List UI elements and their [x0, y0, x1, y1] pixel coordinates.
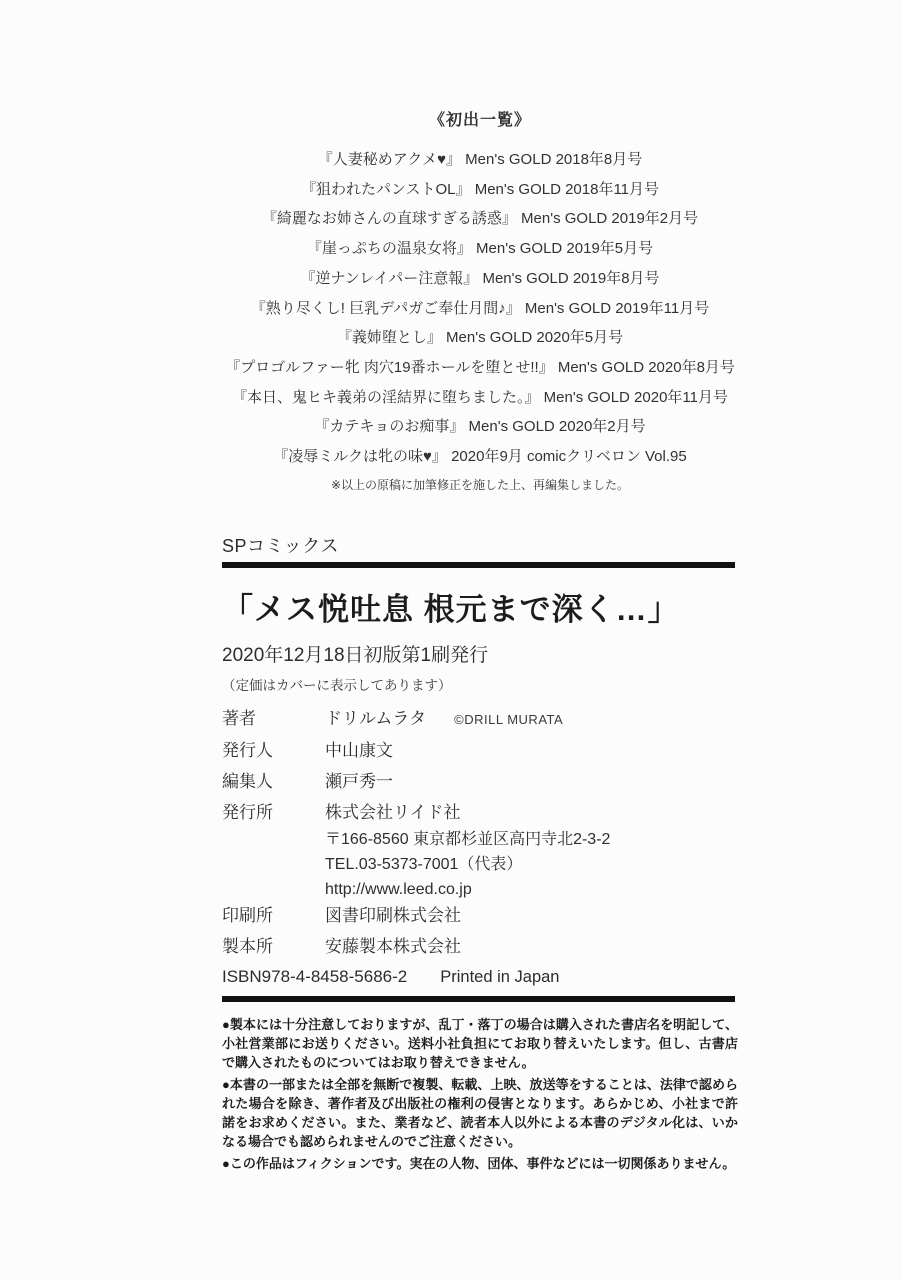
publisher-person-name: 中山康文 [325, 740, 393, 760]
first-publication-entry: 『狙われたパンストOL』 Men's GOLD 2018年11月号 [300, 180, 660, 198]
info-row-publisher [222, 802, 738, 824]
first-publication-note: ※以上の原稿に加筆修正を施した上、再編集しました。 [330, 477, 630, 492]
first-publication-entry: 『人妻秘めアクメ♥』 Men's GOLD 2018年8月号 [317, 151, 643, 168]
first-publication-heading: 《初出一覧》 [428, 112, 531, 129]
publisher-url: http://www.leed.co.jp [325, 880, 472, 898]
info-label: 製本所 [222, 936, 273, 956]
info-label: 発行人 [222, 740, 273, 760]
divider-rule-top [222, 562, 735, 568]
isbn-row [222, 967, 738, 987]
info-label: 印刷所 [222, 905, 273, 925]
info-row-publisher-person [222, 740, 738, 762]
publisher-phone: TEL.03-5373-7001（代表） [325, 855, 523, 873]
legal-notices [222, 1015, 738, 1173]
publication-info-table [222, 708, 738, 958]
isbn-number: ISBN978-4-8458-5686-2 [222, 966, 408, 986]
info-row-address [222, 830, 738, 849]
page-content-column [222, 0, 738, 1173]
info-row-website [222, 880, 738, 899]
publisher-name: 株式会社リイド社 [325, 802, 461, 822]
first-publication-entry: 『綺麗なお姉さんの直球すぎる誘惑』 Men's GOLD 2019年2月号 [261, 210, 699, 228]
first-publication-entry: 『熟り尽くし! 巨乳デパガご奉仕月間♪』 Men's GOLD 2019年11月号 [250, 299, 710, 317]
price-note: （定価はカバーに表示してあります） [222, 677, 452, 693]
first-publication-entry: 『プロゴルファー牝 肉穴19番ホールを堕とせ!!』 Men's GOLD 2020年8月号 [225, 358, 735, 376]
divider-rule-bottom [222, 996, 735, 1002]
info-row-editor [222, 771, 738, 793]
colophon-section [222, 535, 738, 1173]
first-publication-entry: 『凌辱ミルクは牝の味♥』 2020年9月 comicクリベロン Vol.95 [273, 448, 687, 466]
editor-name: 瀬戸秀一 [325, 771, 393, 791]
bindery-name: 安藤製本株式会社 [325, 936, 461, 956]
first-publication-entry: 『カテキョのお痴事』 Men's GOLD 2020年2月号 [314, 418, 646, 436]
first-publication-entry: 『崖っぷちの温泉女将』 Men's GOLD 2019年5月号 [306, 240, 654, 258]
first-publication-entry: 『義姉堕とし』 Men's GOLD 2020年5月号 [336, 329, 624, 347]
author-name: ドリルムラタ [325, 708, 427, 728]
info-row-bindery [222, 936, 738, 958]
book-title: 「メス悦吐息 根元まで深く…」 [222, 591, 680, 627]
publisher-address: 〒166-8560 東京都杉並区高円寺北2-3-2 [325, 830, 611, 848]
legal-notice-returns: ●製本には十分注意しておりますが、乱丁・落丁の場合は購入された書店名を明記して、小社営業部にお送りください。送料小社負担にてお取り替えいたします。但し、古書店で購入されたものについてはお取り替えできません。 [222, 1016, 738, 1070]
info-row-printer [222, 905, 738, 927]
first-publication-entry: 『逆ナンレイパー注意報』 Men's GOLD 2019年8月号 [300, 269, 660, 287]
copyright-credit: ©DRILL MURATA [454, 711, 564, 727]
first-publication-entries [222, 145, 738, 472]
legal-notice-fiction: ●この作品はフィクションです。実在の人物、団体、事件などには一切関係ありません。 [222, 1155, 736, 1171]
info-label: 編集人 [222, 771, 273, 791]
info-label: 発行所 [222, 802, 273, 822]
series-label: SPコミックス [222, 535, 339, 556]
info-row-author [222, 708, 738, 731]
first-publication-section [222, 110, 738, 494]
first-publication-entry: 『本日、鬼ヒキ義弟の淫結界に堕ちました。』 Men's GOLD 2020年11月号 [232, 388, 728, 406]
printed-in-japan: Printed in Japan [440, 967, 560, 986]
info-label: 著者 [222, 708, 256, 728]
printer-name: 図書印刷株式会社 [325, 905, 461, 925]
print-date: 2020年12月18日初版第1刷発行 [222, 644, 489, 666]
legal-notice-copyright: ●本書の一部または全部を無断で複製、転載、上映、放送等をすることは、法律で認められた場合を除き、著作者及び出版社の権利の侵害となります。あらかじめ、小社まで許諾をお求めください。また、業者など、読者本人以外による本書のデジタル化は、いかなる場合でも認められませんのでご注意ください。 [222, 1076, 738, 1149]
info-row-phone [222, 855, 738, 874]
